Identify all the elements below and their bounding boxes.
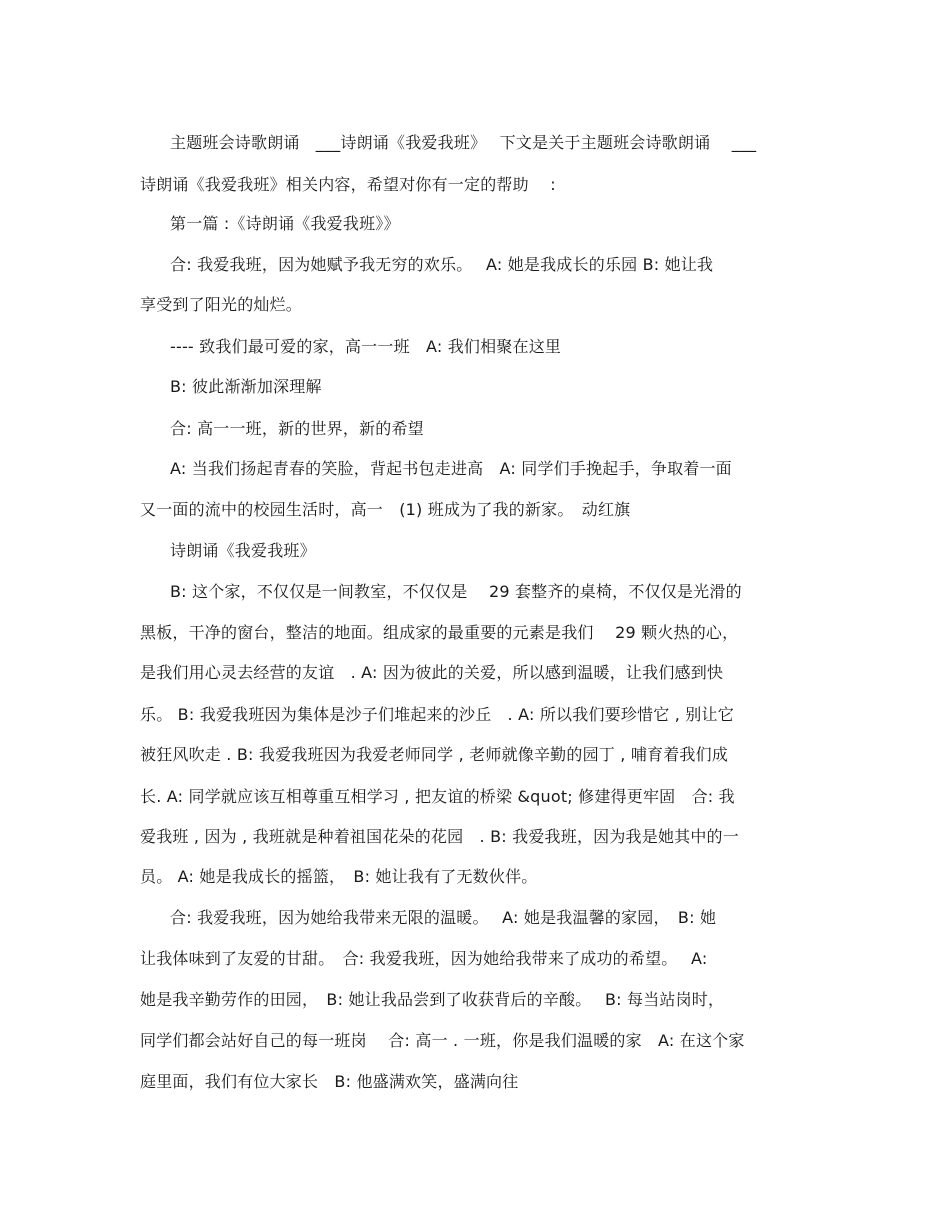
text-line: 乐。 B: 我爱我班因为集体是沙子们堆起来的沙丘 . A: 所以我们要珍惜它 , 别让它	[140, 705, 734, 724]
text-line: 员。 A: 她是我成长的摇篮， B: 她让我有了无数伙伴。	[140, 867, 538, 886]
section-heading: 第一篇 :《诗朗诵《我爱我班》》	[170, 214, 400, 233]
text-line: 是我们用心灵去经营的友谊 . A: 因为彼此的关爱，所以感到温暖，让我们感到快	[140, 663, 724, 682]
text-line: 主题班会诗歌朗诵 ___诗朗诵《我爱我班》 下文是关于主题班会诗歌朗诵 ___	[170, 133, 757, 152]
text-line: ---- 致我们最可爱的家，高一一班 A: 我们相聚在这里	[170, 337, 562, 356]
text-line: 诗朗诵《我爱我班》相关内容，希望对你有一定的帮助 :	[140, 175, 556, 194]
text-line: 同学们都会站好自己的每一班岗 合: 高一 . 一班，你是我们温暖的家 A: 在这个家	[140, 1031, 745, 1050]
text-line: A: 当我们扬起青春的笑脸，背起书包走进高 A: 同学们手挽起手，争取着一面	[170, 459, 732, 478]
text-line: 合: 我爱我班，因为她给我带来无限的温暖。 A: 她是我温馨的家园， B: 她	[170, 908, 717, 927]
text-line: 合: 高一一班，新的世界，新的希望	[170, 419, 424, 438]
text-line: 享受到了阳光的灿烂。	[140, 295, 303, 314]
text-line: 诗朗诵《我爱我班》	[170, 541, 316, 560]
text-line: 庭里面，我们有位大家长 B: 他盛满欢笑，盛满向往	[140, 1072, 519, 1091]
text-line: B: 这个家，不仅仅是一间教室，不仅仅是 29 套整齐的桌椅，不仅仅是光滑的	[170, 582, 742, 601]
text-line: 合: 我爱我班，因为她赋予我无穷的欢乐。 A: 她是我成长的乐园 B: 她让我	[170, 255, 714, 274]
text-line: 又一面的流中的校园生活时，高一 (1) 班成为了我的新家。 动红旗	[140, 500, 631, 519]
text-line: 黑板，干净的窗台，整洁的地面。组成家的最重要的元素是我们 29 颗火热的心，	[140, 623, 739, 642]
text-line: 爱我班 , 因为 , 我班就是种着祖国花朵的花园 . B: 我爱我班，因为我是她其中的一	[140, 827, 739, 846]
text-line: 被狂风吹走 . B: 我爱我班因为我爱老师同学 , 老师就像辛勤的园丁 , 哺育着我们成	[140, 745, 729, 764]
text-line: 长. A: 同学就应该互相尊重互相学习 , 把友谊的桥梁 &quot; 修建得更牢固 合: 我	[140, 787, 735, 806]
text-line: 让我体味到了友爱的甘甜。 合: 我爱我班，因为她给我带来了成功的希望。 A:	[140, 949, 708, 968]
text-line: 她是我辛勤劳作的田园， B: 她让我品尝到了收获背后的辛酸。 B: 每当站岗时，	[140, 990, 725, 1009]
text-line: B: 彼此渐渐加深理解	[170, 377, 322, 396]
